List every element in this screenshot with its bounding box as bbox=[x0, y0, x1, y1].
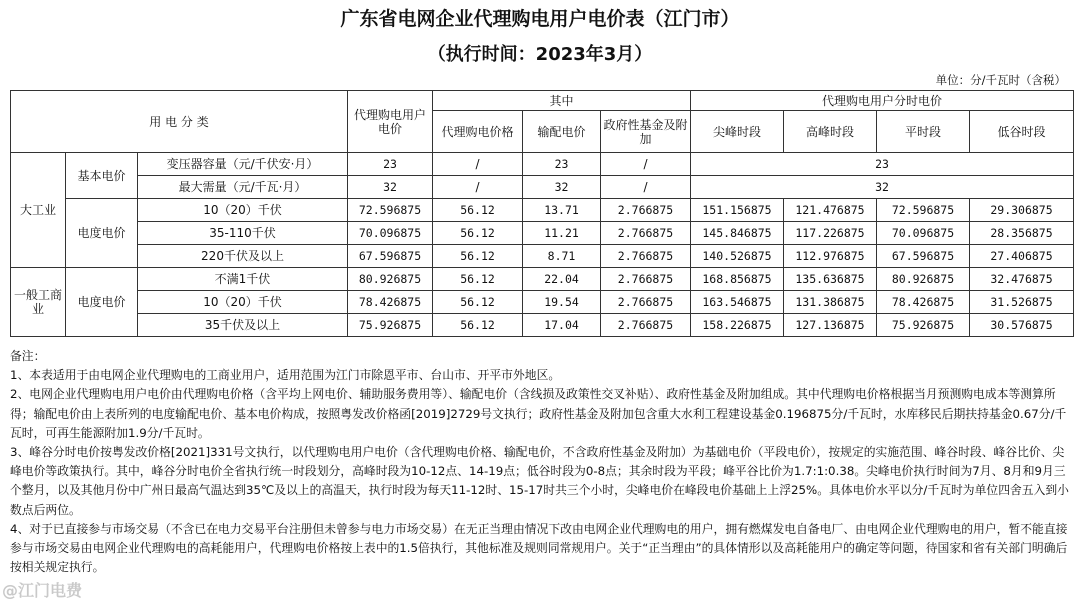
cell-valley: 27.406875 bbox=[970, 245, 1074, 268]
table-row bbox=[11, 268, 1074, 291]
note-2: 2、电网企业代理购电用户电价由代理购电价格（含平均上网电价、辅助服务费用等）、输配电价（含线损及政策性交叉补贴）、政府性基金及附加组成。其中代理购电价格根据当月预测购电成本等测算所得；输配电价由上表所列的电度输配电价、基本电价构成，按照粤发改价格函[2019]2729号文执行；政府性基金及附加包含重大水利工程建设基金0.196875分/千瓦时，水库移民后期扶持基金0.67分/千瓦时，可再生能源附加1.9分/千瓦时。 bbox=[10, 387, 1067, 440]
cell-transmission: 19.54 bbox=[523, 291, 601, 314]
cell-purchase: 56.12 bbox=[433, 199, 523, 222]
page-subtitle: （执行时间：2023年3月） bbox=[427, 44, 653, 65]
cell-transmission: 23 bbox=[523, 153, 601, 176]
subgroup-energy-general: 电度电价 bbox=[66, 268, 138, 337]
note-4: 4、对于已直接参与市场交易（不含已在电力交易平台注册但未曾参与电力市场交易）在无正当理由情况下改由电网企业代理购电的用户，拥有燃煤发电自备电厂、由电网企业代理购电的用户，暂不能直接参与市场交易由电网企业代理购电的高耗能用户，代理购电价格按上表中的1.5倍执行，其他标准及规则同常规用户。关于“正当理由”的具体情形以及高耗能用户的确定等问题，待国家和省有关部门明确后按相关规定执行。 bbox=[10, 521, 1068, 575]
table-row bbox=[11, 222, 1074, 245]
header-flat: 平时段 bbox=[877, 111, 970, 153]
cell-transmission: 8.71 bbox=[523, 245, 601, 268]
cell-peak: 140.526875 bbox=[691, 245, 784, 268]
cell-price: 78.426875 bbox=[348, 291, 433, 314]
cell-purchase: 56.12 bbox=[433, 291, 523, 314]
cell-transmission: 32 bbox=[523, 176, 601, 199]
row-label: 10（20）千伏 bbox=[138, 291, 348, 314]
row-label: 10（20）千伏 bbox=[138, 199, 348, 222]
unit-label: 单位：分/千瓦时（含税） bbox=[935, 73, 1066, 87]
cell-peak: 145.846875 bbox=[691, 222, 784, 245]
watermark: @江门电费 bbox=[2, 581, 83, 600]
cell-price: 80.926875 bbox=[348, 268, 433, 291]
header-high: 高峰时段 bbox=[784, 111, 877, 153]
row-label: 变压器容量（元/千伏安·月） bbox=[138, 153, 348, 176]
table-row bbox=[11, 153, 1074, 176]
cell-purchase: 56.12 bbox=[433, 314, 523, 337]
cell-valley: 30.576875 bbox=[970, 314, 1074, 337]
cell-price: 70.096875 bbox=[348, 222, 433, 245]
cell-price: 72.596875 bbox=[348, 199, 433, 222]
subgroup-energy: 电度电价 bbox=[66, 199, 138, 268]
cell-high: 121.476875 bbox=[784, 199, 877, 222]
header-tou-group: 代理购电用户分时电价 bbox=[691, 91, 1074, 111]
cell-flat: 72.596875 bbox=[877, 199, 970, 222]
note-1: 1、本表适用于由电网企业代理购电的工商业用户，适用范围为江门市除恩平市、台山市、开平市外地区。 bbox=[10, 368, 561, 383]
notes-heading: 备注： bbox=[10, 349, 46, 363]
cell-fund: 2.766875 bbox=[601, 199, 691, 222]
cell-fund: 2.766875 bbox=[601, 268, 691, 291]
cell-tou: 32 bbox=[691, 176, 1074, 199]
cell-flat: 80.926875 bbox=[877, 268, 970, 291]
cell-tou: 23 bbox=[691, 153, 1074, 176]
header-purchase: 代理购电价格 bbox=[433, 111, 523, 153]
subgroup-basic: 基本电价 bbox=[66, 153, 138, 199]
cell-high: 127.136875 bbox=[784, 314, 877, 337]
cell-flat: 75.926875 bbox=[877, 314, 970, 337]
cell-peak: 163.546875 bbox=[691, 291, 784, 314]
header-transmission: 输配电价 bbox=[523, 111, 601, 153]
table-row bbox=[11, 291, 1074, 314]
row-label: 最大需量（元/千瓦·月） bbox=[138, 176, 348, 199]
cell-price: 32 bbox=[348, 176, 433, 199]
cell-purchase: / bbox=[433, 176, 523, 199]
cell-valley: 31.526875 bbox=[970, 291, 1074, 314]
table-row bbox=[11, 176, 1074, 199]
page-title: 广东省电网企业代理购电用户电价表（江门市） bbox=[340, 8, 740, 30]
cell-flat: 67.596875 bbox=[877, 245, 970, 268]
tariff-table bbox=[10, 90, 1074, 337]
cell-high: 112.976875 bbox=[784, 245, 877, 268]
cell-transmission: 11.21 bbox=[523, 222, 601, 245]
cell-high: 117.226875 bbox=[784, 222, 877, 245]
cell-transmission: 17.04 bbox=[523, 314, 601, 337]
cell-price: 67.596875 bbox=[348, 245, 433, 268]
cell-peak: 158.226875 bbox=[691, 314, 784, 337]
cell-fund: 2.766875 bbox=[601, 245, 691, 268]
row-label: 220千伏及以上 bbox=[138, 245, 348, 268]
header-proxy-price: 代理购电用户电价 bbox=[348, 91, 433, 153]
row-label: 35-110千伏 bbox=[138, 222, 348, 245]
cell-fund: 2.766875 bbox=[601, 291, 691, 314]
cell-purchase: 56.12 bbox=[433, 245, 523, 268]
notes-section bbox=[10, 347, 1072, 577]
table-row bbox=[11, 314, 1074, 337]
note-3: 3、峰谷分时电价按粤发改价格[2021]331号文执行，以代理购电用户电价（含代理购电价格、输配电价，不含政府性基金及附加）为基础电价（平段电价），按规定的实施范围、峰谷时段、峰谷比价、尖峰电价等政策执行。其中，峰谷分时电价全省执行统一时段划分，高峰时段为10-12点、14-19点；低谷时段为0-8点；其余时段为平段；峰平谷比价为1.7:1:0.38。尖峰电价执行时间为7月、8月和9月三个整月，以及其他月份中广州日最高气温达到35℃及以上的高温天，执行时段为每天11-12时、15-17时共三个小时，尖峰电价在峰段电价基础上上浮25%。具体电价水平以分/千瓦时为单位四舍五入到小数点后两位。 bbox=[10, 445, 1069, 517]
cell-purchase: 56.12 bbox=[433, 268, 523, 291]
cell-transmission: 13.71 bbox=[523, 199, 601, 222]
cell-high: 135.636875 bbox=[784, 268, 877, 291]
cell-purchase: 56.12 bbox=[433, 222, 523, 245]
row-label: 不满1千伏 bbox=[138, 268, 348, 291]
row-label: 35千伏及以上 bbox=[138, 314, 348, 337]
cell-valley: 28.356875 bbox=[970, 222, 1074, 245]
header-valley: 低谷时段 bbox=[970, 111, 1074, 153]
table-row bbox=[11, 199, 1074, 222]
header-among: 其中 bbox=[433, 91, 691, 111]
cell-high: 131.386875 bbox=[784, 291, 877, 314]
header-category: 用 电 分 类 bbox=[11, 91, 348, 153]
cell-peak: 168.856875 bbox=[691, 268, 784, 291]
cell-valley: 29.306875 bbox=[970, 199, 1074, 222]
cell-price: 23 bbox=[348, 153, 433, 176]
cell-fund: 2.766875 bbox=[601, 222, 691, 245]
cell-fund: 2.766875 bbox=[601, 314, 691, 337]
header-fund: 政府性基金及附加 bbox=[601, 111, 691, 153]
cell-transmission: 22.04 bbox=[523, 268, 601, 291]
table-row bbox=[11, 245, 1074, 268]
header-peak: 尖峰时段 bbox=[691, 111, 784, 153]
cell-valley: 32.476875 bbox=[970, 268, 1074, 291]
cell-flat: 70.096875 bbox=[877, 222, 970, 245]
group-large-industry: 大工业 bbox=[11, 153, 66, 268]
cell-purchase: / bbox=[433, 153, 523, 176]
cell-flat: 78.426875 bbox=[877, 291, 970, 314]
cell-price: 75.926875 bbox=[348, 314, 433, 337]
cell-fund: / bbox=[601, 176, 691, 199]
group-general: 一般工商业 bbox=[11, 268, 66, 337]
cell-peak: 151.156875 bbox=[691, 199, 784, 222]
cell-fund: / bbox=[601, 153, 691, 176]
